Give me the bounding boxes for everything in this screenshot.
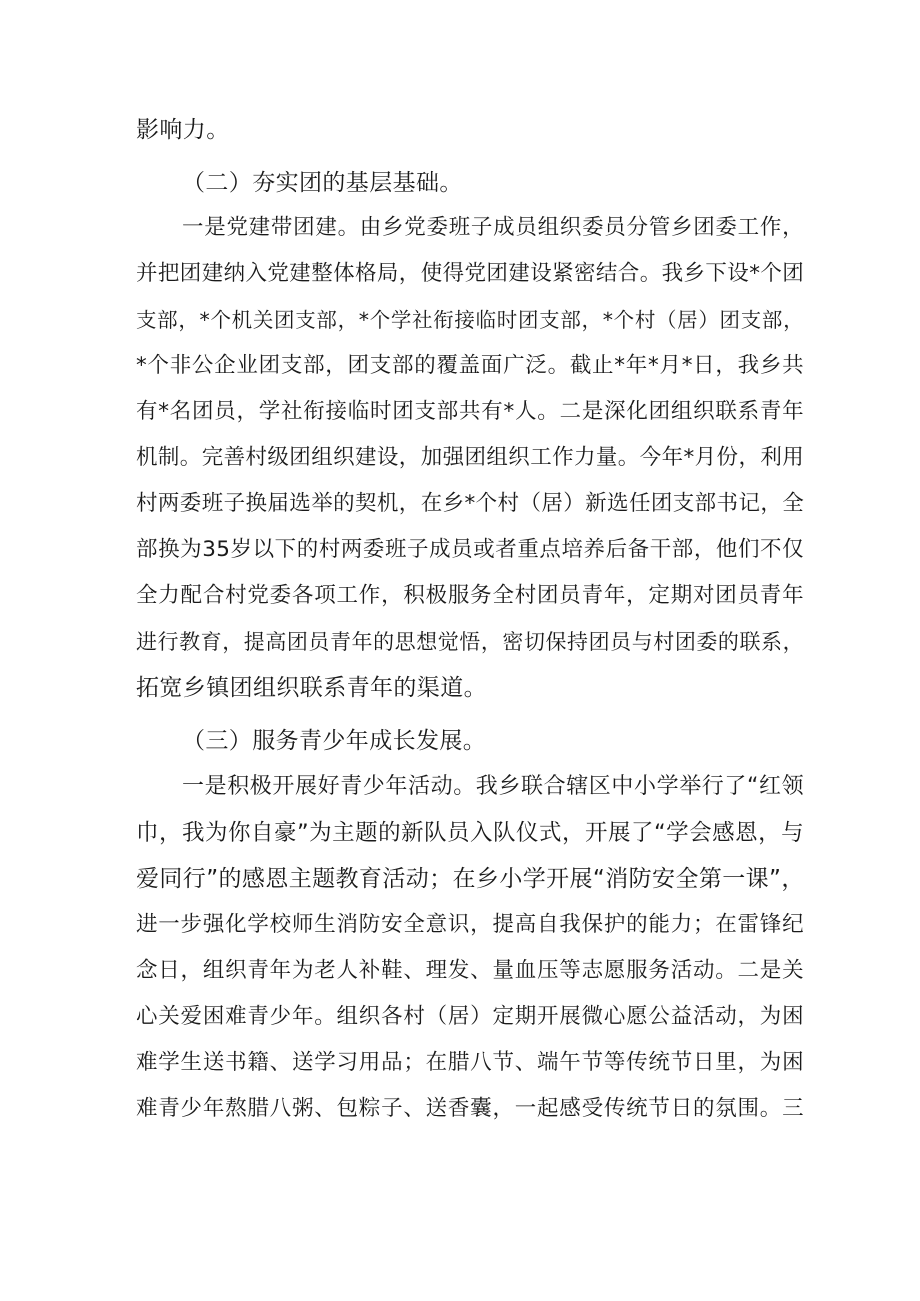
text-line: 影响力。	[136, 117, 230, 143]
text-line: 部换为35岁以下的村两委班子成员或者重点培养后备干部，他们不仅	[136, 537, 804, 562]
text-line: 全力配合村党委各项工作，积极服务全村团员青年，定期对团员青年	[136, 583, 804, 608]
text-line: 一是积极开展好青少年活动。我乡联合辖区中小学举行了“红领	[182, 774, 804, 799]
text-line: 进一步强化学校师生消防安全意识，提高自我保护的能力；在雷锋纪	[136, 912, 804, 937]
text-line: 爱同行”的感恩主题教育活动；在乡小学开展“消防安全第一课”，	[136, 866, 805, 892]
text-line: 巾，我为你自豪”为主题的新队员入队仪式，开展了“学会感恩，与	[136, 820, 804, 846]
text-line: 难青少年熬腊八粥、包粽子、送香囊，一起感受传统节日的氛围。三	[136, 1096, 804, 1121]
section-heading: （二）夯实团的基层基础。	[182, 170, 463, 196]
text-line: 进行教育，提高团员青年的思想觉悟，密切保持团员与村团委的联系，	[136, 630, 804, 654]
text-line: 并把团建纳入党建整体格局，使得党团建设紧密结合。我乡下设*个团	[136, 261, 805, 286]
text-line: 难学生送书籍、送学习用品；在腊八节、端午节等传统节日里，为困	[136, 1050, 804, 1075]
text-line: 有*名团员，学社衔接临时团支部共有*人。二是深化团组织联系青年	[136, 399, 804, 424]
text-line: 支部，*个机关团支部，*个学社衔接临时团支部，*个村（居）团支部，	[136, 308, 804, 332]
text-line: 心关爱困难青少年。组织各村（居）定期开展微心愿公益活动，为困	[136, 1004, 804, 1029]
text-line: 拓宽乡镇团组织联系青年的渠道。	[136, 675, 487, 701]
text-line: 一是党建带团建。由乡党委班子成员组织委员分管乡团委工作，	[182, 215, 804, 240]
text-line: 机制。完善村级团组织建设，加强团组织工作力量。今年*月份，利用	[136, 445, 805, 470]
text-line: 村两委班子换届选举的契机，在乡*个村（居）新选任团支部书记，全	[136, 491, 805, 516]
text-line: 念日，组织青年为老人补鞋、理发、量血压等志愿服务活动。二是关	[136, 958, 804, 983]
section-heading: （三）服务青少年成长发展。	[182, 728, 487, 754]
text-line: *个非公企业团支部，团支部的覆盖面广泛。截止*年*月*日，我乡共	[136, 353, 804, 378]
